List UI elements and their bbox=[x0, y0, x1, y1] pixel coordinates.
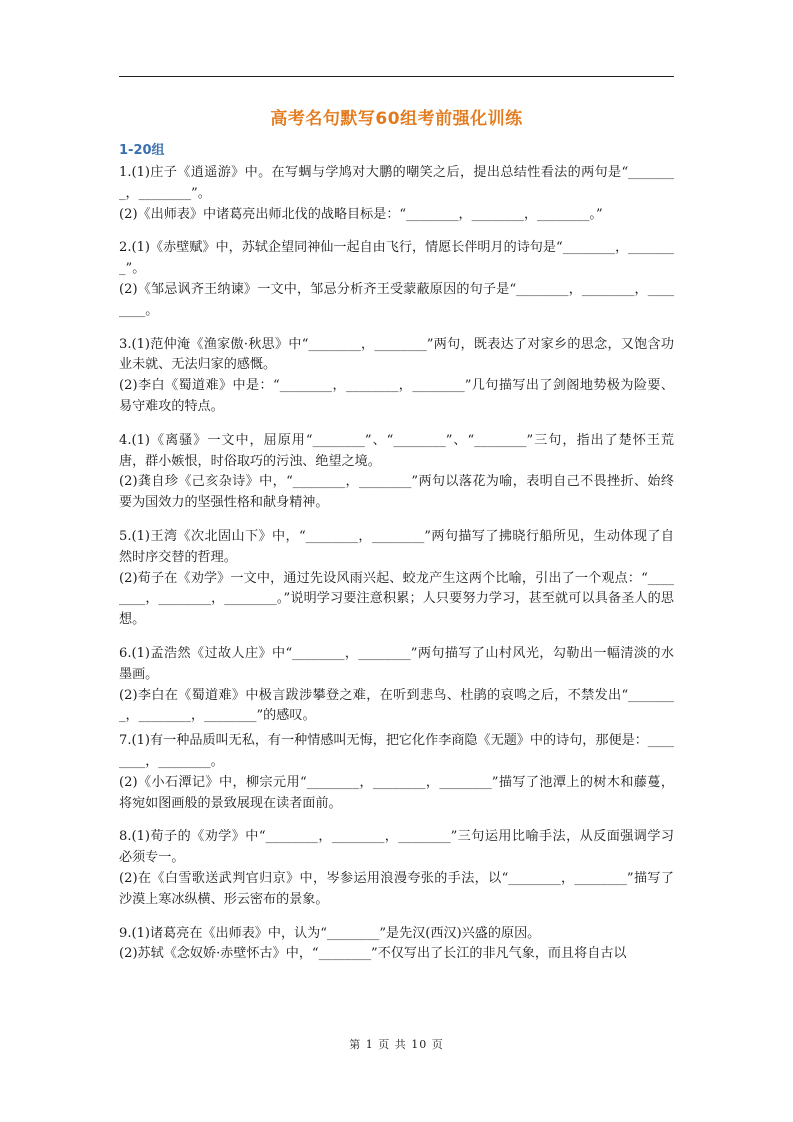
question-part: 1.(1)庄子《逍遥游》中。在写蜩与学鸠对大鹏的嘲笑之后，提出总结性看法的两句是“________，________”。 bbox=[119, 165, 674, 201]
question-part: 6.(1)孟浩然《过故人庄》中“________，________”两句描写了山村风光，勾勒出一幅清淡的水墨画。 bbox=[119, 645, 674, 682]
section-heading: 1-20组 bbox=[119, 143, 165, 158]
question-part: 4.(1)《离骚》一文中，屈原用“________”、“________”、“________”三句，指出了楚怀王荒唐，群小嫉恨，时俗取巧的污浊、绝望之境。 bbox=[119, 432, 674, 469]
question-1 bbox=[119, 163, 674, 225]
question-part: (2)在《白雪歌送武判官归京》中，岑参运用浪漫夸张的手法，以“________，________”描写了沙漠上寒冰纵横、形云密布的景象。 bbox=[119, 870, 674, 907]
question-2 bbox=[119, 238, 674, 321]
question-part: 2.(1)《赤壁赋》中，苏轼企望同神仙一起自由飞行，情愿长伴明月的诗句是“________，________”。 bbox=[119, 240, 674, 277]
question-6 bbox=[119, 644, 674, 727]
question-5 bbox=[119, 527, 674, 631]
question-part: 7.(1)有一种品质叫无私，有一种情感叫无悔，把它化作李商隐《无题》中的诗句，那便是：________，________。 bbox=[119, 733, 674, 769]
question-part: 8.(1)荀子的《劝学》中“________，________，________”三句运用比喻手法，从反面强调学习必须专一。 bbox=[119, 829, 674, 866]
header-rule bbox=[119, 76, 674, 77]
question-part: (2)《邹忌讽齐王纳谏》一文中，邹忌分析齐王受蒙蔽原因的句子是“________，________，________。 bbox=[119, 281, 674, 318]
question-4 bbox=[119, 431, 674, 514]
question-part: (2)《小石潭记》中，柳宗元用“________，________，________”描写了池潭上的树木和藤蔓，将宛如图画般的景致展现在读者面前。 bbox=[119, 774, 674, 811]
question-part: (2)《出师表》中诸葛亮出师北伐的战略目标是：“________，________，________。” bbox=[119, 206, 603, 222]
question-part: (2)李白在《蜀道难》中极言跋涉攀登之难，在听到悲鸟、杜鹃的哀鸣之后，不禁发出“________，________，________”的感叹。 bbox=[119, 687, 674, 724]
document-body bbox=[119, 141, 674, 978]
question-part: 5.(1)王湾《次北固山下》中，“________，________”两句描写了拂晓行船所见，生动体现了自然时序交替的哲理。 bbox=[119, 528, 674, 565]
page-footer: 第 1 页 共 10 页 bbox=[349, 1038, 444, 1051]
question-part: (2)李白《蜀道难》中是：“________，________，________”几句描写出了剑阁地势极为险要、易守难攻的特点。 bbox=[119, 378, 674, 414]
question-part: (2)荀子在《劝学》一文中，通过先设风雨兴起、蛟龙产生这两个比喻，引出了一个观点：“________，________，________。”说明学习要注意积累；人只要努力学习，甚至就可以具备圣人的思想。 bbox=[119, 570, 674, 628]
page-title: 高考名句默写60组考前强化训练 bbox=[270, 109, 523, 129]
question-part: 9.(1)诸葛亮在《出师表》中，认为“________”是先汉(西汉)兴盛的原因。 bbox=[119, 925, 541, 941]
question-8 bbox=[119, 827, 674, 910]
question-7 bbox=[119, 731, 674, 814]
question-part: 3.(1)范仲淹《渔家傲·秋思》中“________，________”两句，既表达了对家乡的思念，又饱含功业未就、无法归家的感慨。 bbox=[119, 336, 674, 373]
question-part: (2)苏轼《念奴娇·赤壁怀古》中，“________”不仅写出了长江的非凡气象，而且将自古以 bbox=[119, 946, 627, 962]
question-9 bbox=[119, 924, 674, 966]
question-3 bbox=[119, 335, 674, 418]
question-part: (2)龚自珍《己亥杂诗》中，“________，________”两句以落花为喻，表明自己不畏挫折、始终要为国效力的坚强性格和献身精神。 bbox=[119, 474, 674, 511]
